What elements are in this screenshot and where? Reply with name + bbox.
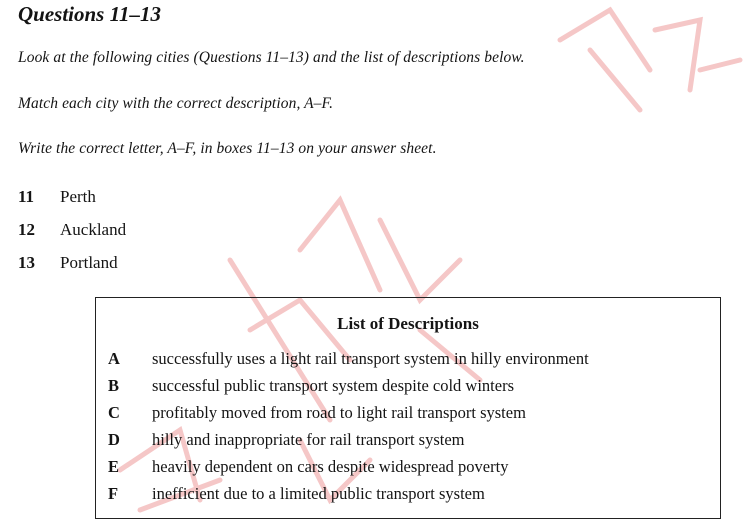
question-number: 12 xyxy=(18,219,35,239)
description-letter: B xyxy=(108,375,120,395)
description-text: hilly and inappropriate for rail transport system xyxy=(152,429,465,449)
section-heading: Questions 11–13 xyxy=(18,2,161,26)
description-text: heavily dependent on cars despite widespread poverty xyxy=(152,456,509,476)
instruction-line: Look at the following cities (Questions 11–13) and the list of descriptions below. xyxy=(18,49,525,66)
question-number: 11 xyxy=(18,186,35,206)
description-letter: C xyxy=(108,402,120,422)
question-item xyxy=(18,213,126,246)
description-item xyxy=(108,345,589,372)
descriptions-box xyxy=(95,297,721,519)
question-city: Portland xyxy=(60,252,118,272)
instruction-line: Match each city with the correct description, A–F. xyxy=(18,95,334,112)
description-letter: D xyxy=(108,429,120,449)
description-item xyxy=(108,372,589,399)
descriptions-list xyxy=(108,345,589,507)
description-item xyxy=(108,399,589,426)
question-city: Auckland xyxy=(60,219,127,239)
description-letter: E xyxy=(108,456,120,476)
description-item xyxy=(108,426,589,453)
description-item xyxy=(108,453,589,480)
descriptions-title: List of Descriptions xyxy=(337,314,479,333)
description-letter: F xyxy=(108,483,119,503)
question-item xyxy=(18,246,126,279)
question-city: Perth xyxy=(60,186,96,206)
instruction-line: Write the correct letter, A–F, in boxes 11–13 on your answer sheet. xyxy=(18,140,437,157)
question-number: 13 xyxy=(18,252,35,272)
question-item xyxy=(18,180,126,213)
description-item xyxy=(108,480,589,507)
description-text: inefficient due to a limited public transport system xyxy=(152,483,485,503)
description-text: profitably moved from road to light rail transport system xyxy=(152,402,526,422)
question-list xyxy=(18,180,126,279)
description-text: successfully uses a light rail transport system in hilly environment xyxy=(152,348,589,368)
description-text: successful public transport system despite cold winters xyxy=(152,375,515,395)
description-letter: A xyxy=(108,348,120,368)
